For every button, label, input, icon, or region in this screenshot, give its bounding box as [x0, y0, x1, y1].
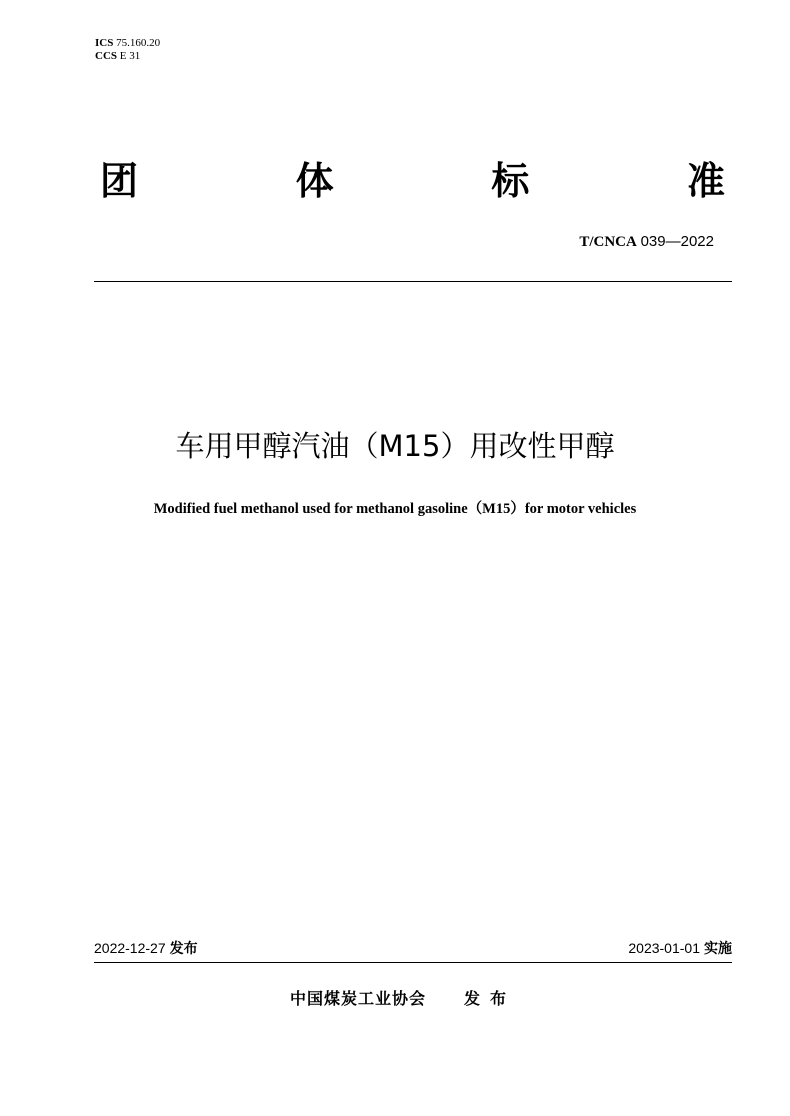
standard-number-value: 039—2022 — [640, 233, 714, 250]
standard-number — [579, 233, 714, 251]
ccs-label: CCS — [95, 50, 118, 62]
title-chinese: 车用甲醇汽油（M15）用改性甲醇 — [175, 429, 615, 463]
classification-codes — [95, 37, 160, 63]
standard-type-char: 准 — [686, 159, 725, 203]
ics-line — [95, 37, 160, 50]
issuer-action: 发布 — [464, 989, 517, 1008]
standard-type-char: 体 — [295, 159, 334, 203]
ccs-line — [95, 50, 160, 63]
standard-number-prefix: T/CNCA — [579, 234, 637, 250]
publish-date — [94, 938, 198, 959]
ccs-code: E 31 — [119, 50, 141, 62]
implement-date-label: 实施 — [704, 941, 732, 957]
bottom-divider — [94, 962, 732, 963]
issuer — [290, 988, 516, 1010]
ics-code: 75.160.20 — [116, 37, 161, 49]
standard-type-char: 团 — [100, 159, 139, 203]
title-english: Modified fuel methanol used for methanol gasoline（M15）for motor vehicles — [153, 501, 637, 517]
implement-date-value: 2023-01-01 — [628, 940, 700, 956]
publish-date-label: 发布 — [169, 941, 198, 957]
publish-date-value: 2022-12-27 — [94, 940, 166, 956]
standard-type-heading — [100, 157, 725, 205]
issuer-name: 中国煤炭工业协会 — [290, 989, 427, 1008]
ics-label: ICS — [95, 37, 114, 49]
standard-type-char: 标 — [491, 159, 530, 203]
top-divider — [94, 281, 732, 282]
implement-date — [628, 938, 732, 959]
